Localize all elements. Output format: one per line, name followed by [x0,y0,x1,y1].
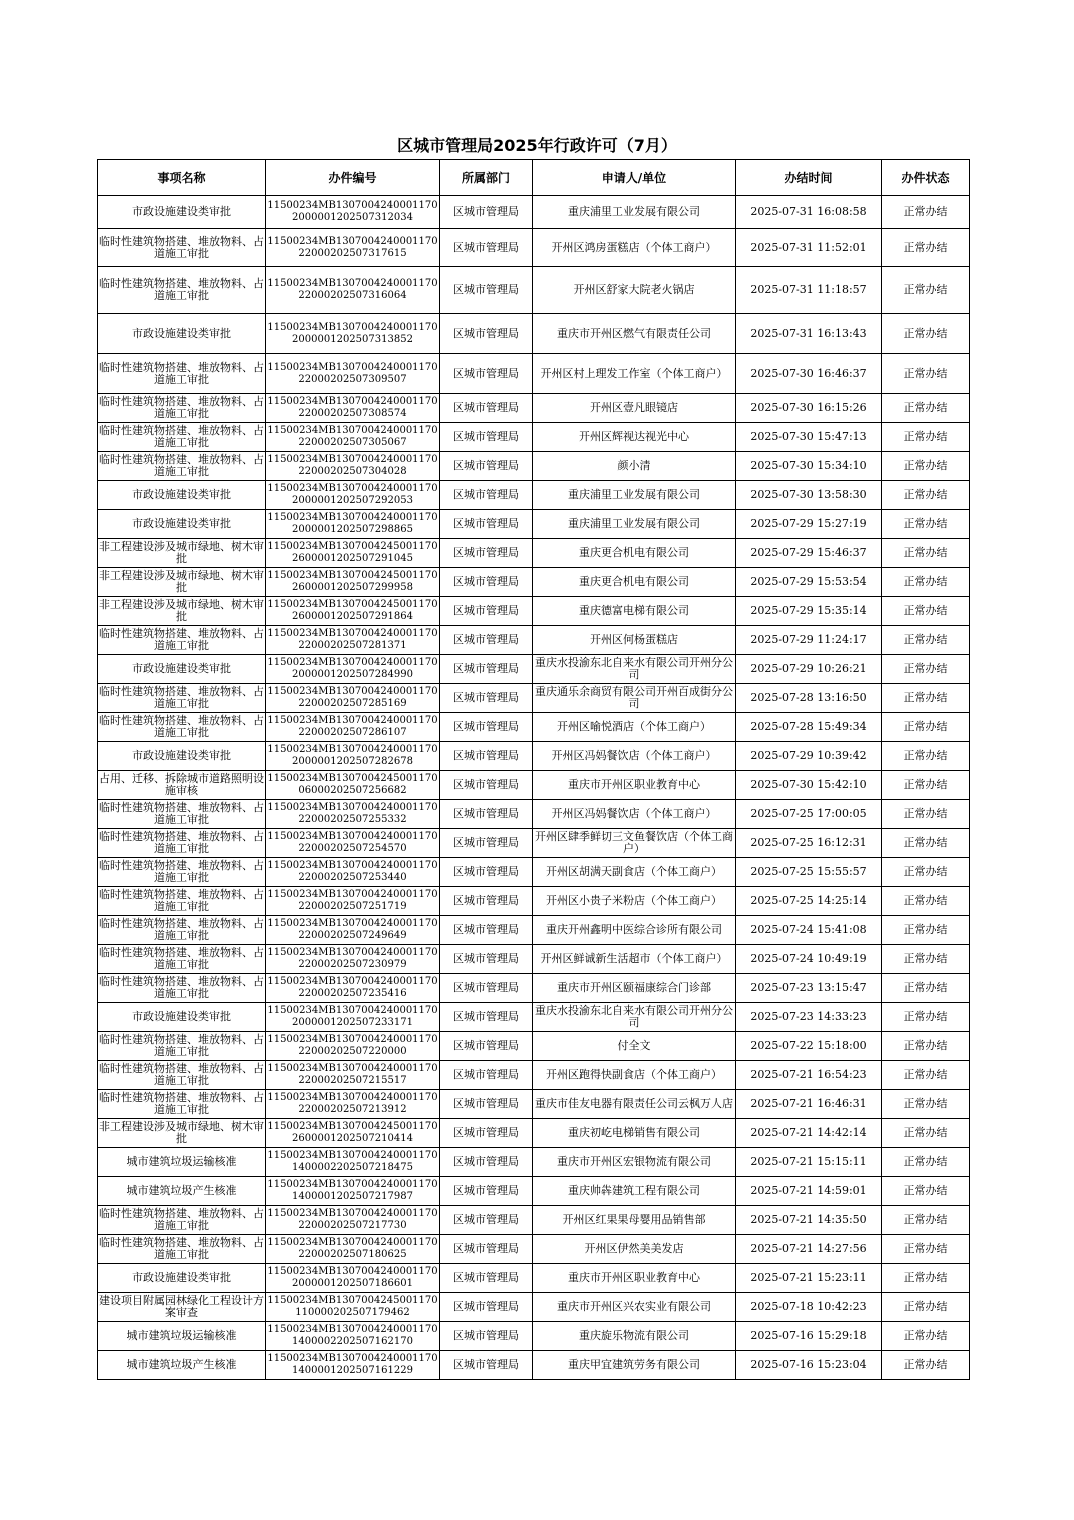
cell-item: 临时性建筑物搭建、堆放物料、占道施工审批 [98,229,266,267]
cell-applicant: 开州区冯妈餐饮店（个体工商户） [533,742,736,771]
cell-time: 2025-07-30 16:15:26 [736,394,882,423]
cell-item: 临时性建筑物搭建、堆放物料、占道施工审批 [98,858,266,887]
cell-item: 临时性建筑物搭建、堆放物料、占道施工审批 [98,452,266,481]
table-row [98,510,970,539]
cell-item: 非工程建设涉及城市绿地、树木审批 [98,568,266,597]
cell-item: 非工程建设涉及城市绿地、树木审批 [98,597,266,626]
table-row [98,196,970,229]
cell-item: 临时性建筑物搭建、堆放物料、占道施工审批 [98,626,266,655]
cell-item: 城市建筑垃圾产生核准 [98,1351,266,1380]
cell-applicant: 开州区喻悦酒店（个体工商户） [533,713,736,742]
table-row [98,597,970,626]
cell-time: 2025-07-31 16:08:58 [736,196,882,229]
cell-dept: 区城市管理局 [440,267,533,314]
cell-time: 2025-07-30 16:46:37 [736,354,882,394]
cell-item: 临时性建筑物搭建、堆放物料、占道施工审批 [98,1061,266,1090]
cell-dept: 区城市管理局 [440,626,533,655]
cell-applicant: 重庆市佳友电器有限责任公司云枫万人店 [533,1090,736,1119]
cell-dept: 区城市管理局 [440,684,533,713]
cell-status: 正常办结 [882,1206,970,1235]
cell-status: 正常办结 [882,945,970,974]
cell-dept: 区城市管理局 [440,771,533,800]
cell-item: 市政设施建设类审批 [98,510,266,539]
cell-dept: 区城市管理局 [440,1235,533,1264]
cell-time: 2025-07-30 15:34:10 [736,452,882,481]
cell-item: 临时性建筑物搭建、堆放物料、占道施工审批 [98,1032,266,1061]
cell-time: 2025-07-31 11:52:01 [736,229,882,267]
cell-time: 2025-07-30 15:42:10 [736,771,882,800]
table-row [98,539,970,568]
cell-applicant: 开州区壹凡眼镜店 [533,394,736,423]
cell-time: 2025-07-21 14:27:56 [736,1235,882,1264]
cell-time: 2025-07-21 14:35:50 [736,1206,882,1235]
cell-status: 正常办结 [882,858,970,887]
cell-time: 2025-07-29 15:27:19 [736,510,882,539]
cell-applicant: 重庆市开州区颐福康综合门诊部 [533,974,736,1003]
table-row [98,1235,970,1264]
cell-applicant: 重庆德富电梯有限公司 [533,597,736,626]
cell-time: 2025-07-29 15:46:37 [736,539,882,568]
cell-item: 临时性建筑物搭建、堆放物料、占道施工审批 [98,1090,266,1119]
cell-dept: 区城市管理局 [440,916,533,945]
cell-item: 市政设施建设类审批 [98,742,266,771]
cell-applicant: 开州区何杨蛋糕店 [533,626,736,655]
cell-applicant: 重庆更合机电有限公司 [533,568,736,597]
cell-item: 市政设施建设类审批 [98,1003,266,1032]
cell-time: 2025-07-30 13:58:30 [736,481,882,510]
cell-status: 正常办结 [882,481,970,510]
cell-code: 11500234MB130700424000117022000202507217730 [266,1206,440,1235]
cell-status: 正常办结 [882,771,970,800]
column-header-time: 办结时间 [736,160,882,196]
table-row [98,1032,970,1061]
cell-time: 2025-07-21 14:59:01 [736,1177,882,1206]
cell-code: 11500234MB13070042450011702600001202507299958 [266,568,440,597]
column-header-applicant: 申请人/单位 [533,160,736,196]
cell-dept: 区城市管理局 [440,800,533,829]
cell-dept: 区城市管理局 [440,945,533,974]
table-row [98,568,970,597]
cell-code: 11500234MB13070042400011702000001202507284990 [266,655,440,684]
cell-applicant: 开州区胡满天副食店（个体工商户） [533,858,736,887]
cell-time: 2025-07-24 10:49:19 [736,945,882,974]
cell-status: 正常办结 [882,597,970,626]
cell-item: 市政设施建设类审批 [98,481,266,510]
cell-code: 11500234MB13070042400011702000001202507312034 [266,196,440,229]
cell-code: 11500234MB13070042400011701400002202507162170 [266,1322,440,1351]
cell-status: 正常办结 [882,1177,970,1206]
cell-time: 2025-07-18 10:42:23 [736,1293,882,1322]
table-row [98,916,970,945]
cell-applicant: 重庆旋乐物流有限公司 [533,1322,736,1351]
cell-applicant: 重庆浦里工业发展有限公司 [533,481,736,510]
cell-applicant: 重庆甲宜建筑劳务有限公司 [533,1351,736,1380]
cell-code: 11500234MB130700424000117022000202507215517 [266,1061,440,1090]
cell-code: 11500234MB13070042400011701400001202507161229 [266,1351,440,1380]
cell-status: 正常办结 [882,1322,970,1351]
cell-status: 正常办结 [882,1351,970,1380]
cell-code: 11500234MB13070042400011702000001202507186601 [266,1264,440,1293]
column-header-item: 事项名称 [98,160,266,196]
table-row [98,1119,970,1148]
cell-status: 正常办结 [882,1003,970,1032]
cell-applicant: 重庆市开州区燃气有限责任公司 [533,314,736,354]
cell-item: 临时性建筑物搭建、堆放物料、占道施工审批 [98,974,266,1003]
cell-status: 正常办结 [882,1148,970,1177]
table-row [98,945,970,974]
cell-time: 2025-07-23 14:33:23 [736,1003,882,1032]
cell-dept: 区城市管理局 [440,655,533,684]
table-row [98,1293,970,1322]
cell-item: 市政设施建设类审批 [98,1264,266,1293]
cell-status: 正常办结 [882,655,970,684]
cell-code: 11500234MB13070042400011701400001202507217987 [266,1177,440,1206]
cell-status: 正常办结 [882,539,970,568]
cell-item: 临时性建筑物搭建、堆放物料、占道施工审批 [98,394,266,423]
cell-code: 11500234MB13070042400011702000001202507282678 [266,742,440,771]
cell-code: 11500234MB130700424000117022000202507309507 [266,354,440,394]
cell-applicant: 开州区红果果母婴用品销售部 [533,1206,736,1235]
cell-applicant: 重庆市开州区宏银物流有限公司 [533,1148,736,1177]
page-title: 区城市管理局2025年行政许可（7月） [397,136,677,155]
table-row [98,974,970,1003]
cell-status: 正常办结 [882,1061,970,1090]
cell-code: 11500234MB130700424000117022000202507255332 [266,800,440,829]
cell-code: 11500234MB130700424000117022000202507180625 [266,1235,440,1264]
cell-time: 2025-07-25 16:12:31 [736,829,882,858]
cell-applicant: 开州区肆季鲜切三文鱼餐饮店（个体工商户） [533,829,736,858]
cell-time: 2025-07-21 15:23:11 [736,1264,882,1293]
cell-code: 11500234MB130700424000117022000202507213912 [266,1090,440,1119]
cell-status: 正常办结 [882,626,970,655]
cell-code: 11500234MB130700424000117022000202507220000 [266,1032,440,1061]
cell-item: 临时性建筑物搭建、堆放物料、占道施工审批 [98,1235,266,1264]
cell-status: 正常办结 [882,510,970,539]
cell-applicant: 开州区辉视达视光中心 [533,423,736,452]
cell-code: 11500234MB130700424000117022000202507308574 [266,394,440,423]
table-row [98,800,970,829]
cell-dept: 区城市管理局 [440,597,533,626]
cell-applicant: 开州区舒家大院老火锅店 [533,267,736,314]
column-header-status: 办件状态 [882,160,970,196]
cell-applicant: 开州区冯妈餐饮店（个体工商户） [533,800,736,829]
cell-status: 正常办结 [882,423,970,452]
cell-status: 正常办结 [882,713,970,742]
cell-applicant: 开州区鲜诚新生活超市（个体工商户） [533,945,736,974]
cell-dept: 区城市管理局 [440,314,533,354]
table-row [98,452,970,481]
cell-status: 正常办结 [882,800,970,829]
cell-code: 11500234MB130700424000117022000202507281371 [266,626,440,655]
table-row [98,684,970,713]
table-row [98,887,970,916]
cell-item: 非工程建设涉及城市绿地、树木审批 [98,539,266,568]
cell-time: 2025-07-29 15:53:54 [736,568,882,597]
cell-applicant: 重庆市开州区职业教育中心 [533,1264,736,1293]
cell-status: 正常办结 [882,829,970,858]
cell-dept: 区城市管理局 [440,539,533,568]
cell-status: 正常办结 [882,1119,970,1148]
table-row [98,314,970,354]
cell-status: 正常办结 [882,354,970,394]
cell-item: 建设项目附属园林绿化工程设计方案审查 [98,1293,266,1322]
cell-item: 临时性建筑物搭建、堆放物料、占道施工审批 [98,1206,266,1235]
cell-code: 11500234MB130700424000117022000202507253440 [266,858,440,887]
cell-dept: 区城市管理局 [440,1351,533,1380]
cell-status: 正常办结 [882,1032,970,1061]
cell-applicant: 重庆帅犇建筑工程有限公司 [533,1177,736,1206]
cell-time: 2025-07-16 15:29:18 [736,1322,882,1351]
cell-dept: 区城市管理局 [440,829,533,858]
cell-item: 临时性建筑物搭建、堆放物料、占道施工审批 [98,423,266,452]
table-row [98,354,970,394]
column-header-code: 办件编号 [266,160,440,196]
cell-status: 正常办结 [882,196,970,229]
cell-status: 正常办结 [882,1090,970,1119]
cell-applicant: 重庆初屹电梯销售有限公司 [533,1119,736,1148]
cell-code: 11500234MB13070042400011702000001202507313852 [266,314,440,354]
cell-dept: 区城市管理局 [440,1003,533,1032]
cell-code: 11500234MB13070042400011702000001202507292053 [266,481,440,510]
cell-time: 2025-07-31 16:13:43 [736,314,882,354]
cell-code: 11500234MB13070042450011702600001202507210414 [266,1119,440,1148]
cell-dept: 区城市管理局 [440,394,533,423]
cell-code: 11500234MB13070042400011701400002202507218475 [266,1148,440,1177]
table-row [98,1322,970,1351]
cell-code: 11500234MB13070042450011700600020250725668​2 [266,771,440,800]
cell-dept: 区城市管理局 [440,1061,533,1090]
cell-applicant: 重庆浦里工业发展有限公司 [533,196,736,229]
cell-applicant: 重庆市开州区职业教育中心 [533,771,736,800]
cell-status: 正常办结 [882,568,970,597]
table-row [98,267,970,314]
cell-status: 正常办结 [882,314,970,354]
cell-item: 临时性建筑物搭建、堆放物料、占道施工审批 [98,713,266,742]
cell-code: 11500234MB13070042450011701100002025071794​62 [266,1293,440,1322]
cell-dept: 区城市管理局 [440,481,533,510]
table-header-row [98,160,970,196]
cell-applicant: 重庆浦里工业发展有限公司 [533,510,736,539]
table-row [98,713,970,742]
cell-code: 11500234MB130700424000117022000202507317615 [266,229,440,267]
cell-item: 临时性建筑物搭建、堆放物料、占道施工审批 [98,267,266,314]
cell-code: 11500234MB130700424000117022000202507254570 [266,829,440,858]
cell-code: 11500234MB130700424000117022000202507249649 [266,916,440,945]
cell-dept: 区城市管理局 [440,568,533,597]
cell-dept: 区城市管理局 [440,858,533,887]
cell-time: 2025-07-25 14:25:14 [736,887,882,916]
cell-item: 临时性建筑物搭建、堆放物料、占道施工审批 [98,829,266,858]
cell-item: 城市建筑垃圾产生核准 [98,1177,266,1206]
cell-dept: 区城市管理局 [440,423,533,452]
cell-code: 11500234MB13070042400011702000001202507233171 [266,1003,440,1032]
cell-code: 11500234MB130700424000117022000202507230979 [266,945,440,974]
cell-applicant: 重庆开州鑫明中医综合诊所有限公司 [533,916,736,945]
cell-dept: 区城市管理局 [440,1090,533,1119]
cell-applicant: 开州区鸿房蛋糕店（个体工商户） [533,229,736,267]
table-row [98,626,970,655]
cell-item: 临时性建筑物搭建、堆放物料、占道施工审批 [98,916,266,945]
cell-code: 11500234MB130700424000117022000202507286107 [266,713,440,742]
cell-dept: 区城市管理局 [440,974,533,1003]
cell-item: 非工程建设涉及城市绿地、树木审批 [98,1119,266,1148]
cell-item: 市政设施建设类审批 [98,314,266,354]
cell-time: 2025-07-21 15:15:11 [736,1148,882,1177]
cell-code: 11500234MB130700424000117022000202507316064 [266,267,440,314]
cell-code: 11500234MB130700424000117022000202507251719 [266,887,440,916]
cell-code: 11500234MB13070042450011702600001202507291045 [266,539,440,568]
cell-dept: 区城市管理局 [440,1148,533,1177]
cell-status: 正常办结 [882,1293,970,1322]
cell-status: 正常办结 [882,916,970,945]
cell-dept: 区城市管理局 [440,354,533,394]
cell-time: 2025-07-28 13:16:50 [736,684,882,713]
cell-item: 临时性建筑物搭建、堆放物料、占道施工审批 [98,887,266,916]
cell-dept: 区城市管理局 [440,510,533,539]
cell-time: 2025-07-21 14:42:14 [736,1119,882,1148]
table-row [98,1148,970,1177]
cell-dept: 区城市管理局 [440,1264,533,1293]
cell-dept: 区城市管理局 [440,1293,533,1322]
cell-applicant: 开州区跑得快副食店（个体工商户） [533,1061,736,1090]
cell-time: 2025-07-29 11:24:17 [736,626,882,655]
cell-applicant: 重庆市开州区兴农实业有限公司 [533,1293,736,1322]
cell-item: 城市建筑垃圾运输核准 [98,1322,266,1351]
table-row [98,1177,970,1206]
cell-item: 临时性建筑物搭建、堆放物料、占道施工审批 [98,684,266,713]
cell-status: 正常办结 [882,267,970,314]
table-row [98,229,970,267]
table-row [98,1090,970,1119]
cell-time: 2025-07-25 15:55:57 [736,858,882,887]
cell-code: 11500234MB130700424000117022000202507235416 [266,974,440,1003]
table-row [98,394,970,423]
cell-time: 2025-07-30 15:47:13 [736,423,882,452]
cell-code: 11500234MB130700424000117022000202507304028 [266,452,440,481]
cell-item: 临时性建筑物搭建、堆放物料、占道施工审批 [98,945,266,974]
cell-applicant: 付全文 [533,1032,736,1061]
permits-table [97,159,970,1380]
cell-dept: 区城市管理局 [440,1177,533,1206]
cell-applicant: 重庆水投渝东北自来水有限公司开州分公司 [533,655,736,684]
table-row [98,655,970,684]
cell-time: 2025-07-22 15:18:00 [736,1032,882,1061]
cell-applicant: 颜小清 [533,452,736,481]
cell-time: 2025-07-29 15:35:14 [736,597,882,626]
cell-status: 正常办结 [882,394,970,423]
cell-time: 2025-07-21 16:54:23 [736,1061,882,1090]
cell-dept: 区城市管理局 [440,1322,533,1351]
table-row [98,742,970,771]
table-row [98,481,970,510]
cell-code: 11500234MB130700424000117022000202507305067 [266,423,440,452]
cell-dept: 区城市管理局 [440,742,533,771]
cell-time: 2025-07-29 10:26:21 [736,655,882,684]
cell-time: 2025-07-24 15:41:08 [736,916,882,945]
cell-item: 市政设施建设类审批 [98,655,266,684]
cell-status: 正常办结 [882,452,970,481]
table-row [98,1264,970,1293]
cell-dept: 区城市管理局 [440,887,533,916]
cell-status: 正常办结 [882,1235,970,1264]
column-header-dept: 所属部门 [440,160,533,196]
cell-status: 正常办结 [882,229,970,267]
cell-applicant: 重庆水投渝东北自来水有限公司开州分公司 [533,1003,736,1032]
cell-dept: 区城市管理局 [440,1206,533,1235]
cell-time: 2025-07-23 13:15:47 [736,974,882,1003]
cell-item: 临时性建筑物搭建、堆放物料、占道施工审批 [98,800,266,829]
table-row [98,1061,970,1090]
cell-status: 正常办结 [882,974,970,1003]
table-row [98,423,970,452]
cell-time: 2025-07-31 11:18:57 [736,267,882,314]
table-row [98,771,970,800]
cell-code: 11500234MB13070042400011702000001202507298865 [266,510,440,539]
cell-applicant: 开州区伊然美美发店 [533,1235,736,1264]
cell-status: 正常办结 [882,887,970,916]
cell-status: 正常办结 [882,684,970,713]
table-row [98,1206,970,1235]
cell-item: 临时性建筑物搭建、堆放物料、占道施工审批 [98,354,266,394]
cell-time: 2025-07-21 16:46:31 [736,1090,882,1119]
table-row [98,1351,970,1380]
cell-dept: 区城市管理局 [440,1032,533,1061]
cell-item: 城市建筑垃圾运输核准 [98,1148,266,1177]
cell-time: 2025-07-29 10:39:42 [736,742,882,771]
cell-status: 正常办结 [882,742,970,771]
cell-code: 11500234MB13070042450011702600001202507291864 [266,597,440,626]
cell-status: 正常办结 [882,1264,970,1293]
cell-time: 2025-07-28 15:49:34 [736,713,882,742]
cell-applicant: 开州区小贵子米粉店（个体工商户） [533,887,736,916]
cell-time: 2025-07-25 17:00:05 [736,800,882,829]
cell-applicant: 重庆通乐余商贸有限公司开州百成街分公司 [533,684,736,713]
cell-item: 市政设施建设类审批 [98,196,266,229]
cell-code: 11500234MB130700424000117022000202507285169 [266,684,440,713]
cell-time: 2025-07-16 15:23:04 [736,1351,882,1380]
cell-applicant: 重庆更合机电有限公司 [533,539,736,568]
table-row [98,829,970,858]
cell-dept: 区城市管理局 [440,229,533,267]
table-row [98,1003,970,1032]
cell-dept: 区城市管理局 [440,452,533,481]
cell-applicant: 开州区村上理发工作室（个体工商户） [533,354,736,394]
cell-item: 占用、迁移、拆除城市道路照明设施审核 [98,771,266,800]
cell-dept: 区城市管理局 [440,196,533,229]
cell-dept: 区城市管理局 [440,1119,533,1148]
cell-dept: 区城市管理局 [440,713,533,742]
table-row [98,858,970,887]
